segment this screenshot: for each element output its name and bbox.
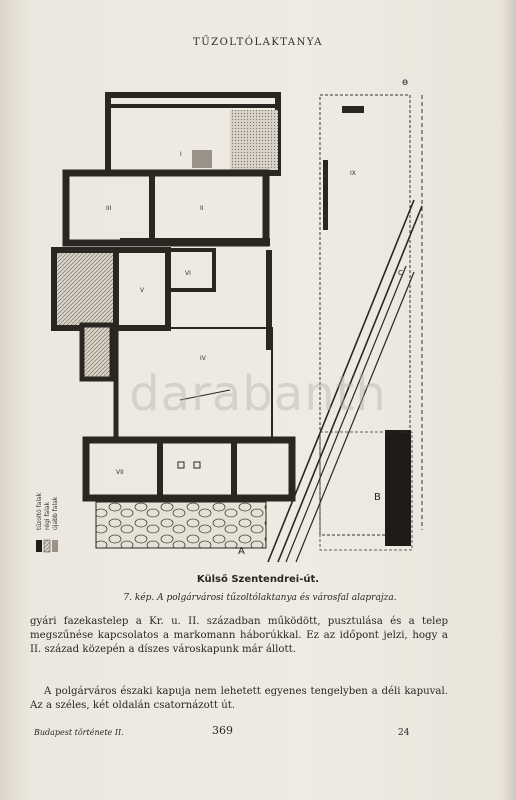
figure-caption: 7. kép. A polgárvárosi tűzoltólaktanya és városfal alaprajza. — [123, 593, 397, 603]
room-label: IX — [350, 170, 356, 177]
room-label: V — [140, 287, 145, 294]
room-label: C — [398, 269, 403, 277]
map-street-label: Külső Szentendrei-út. — [196, 574, 320, 585]
signature-mark: 24 — [398, 728, 410, 738]
watermark: darabanth — [129, 366, 387, 422]
room-label: VI — [185, 270, 191, 277]
room-label: A — [238, 546, 245, 557]
footer-book-title: Budapest története II. — [34, 728, 124, 737]
body-paragraph: gyári fazekastelep a Kr. u. II. században működött, pusztulása és a telep megszűnése kapcsolatos a markomann háborúkkal. Ez az időpont jelzi, hogy a II. század közepén a díszes városkapunk már állott. — [30, 616, 448, 656]
legend-item: tűzoltó falak — [36, 492, 43, 530]
room-label: VII — [116, 469, 124, 476]
floor-plan-figure — [30, 70, 440, 570]
body-paragraph: A polgárváros északi kapuja nem lehetett egyenes tengelyben a déli kapuval. Az a széles, két oldalán csatornázott út. — [30, 686, 448, 712]
room-label: III — [106, 205, 112, 212]
room-label: II — [200, 205, 204, 212]
plan-legend — [36, 492, 59, 552]
svg-text:ɵ: ɵ — [402, 77, 409, 88]
page-number: 369 — [212, 724, 233, 737]
running-head: TŰZOLTÓLAKTANYA — [193, 37, 323, 48]
legend-item: régi falak — [44, 501, 51, 530]
room-label: I — [180, 151, 182, 158]
legend-item: újabb falak — [52, 496, 59, 530]
room-label: B — [374, 492, 381, 503]
room-label: IV — [200, 355, 206, 362]
